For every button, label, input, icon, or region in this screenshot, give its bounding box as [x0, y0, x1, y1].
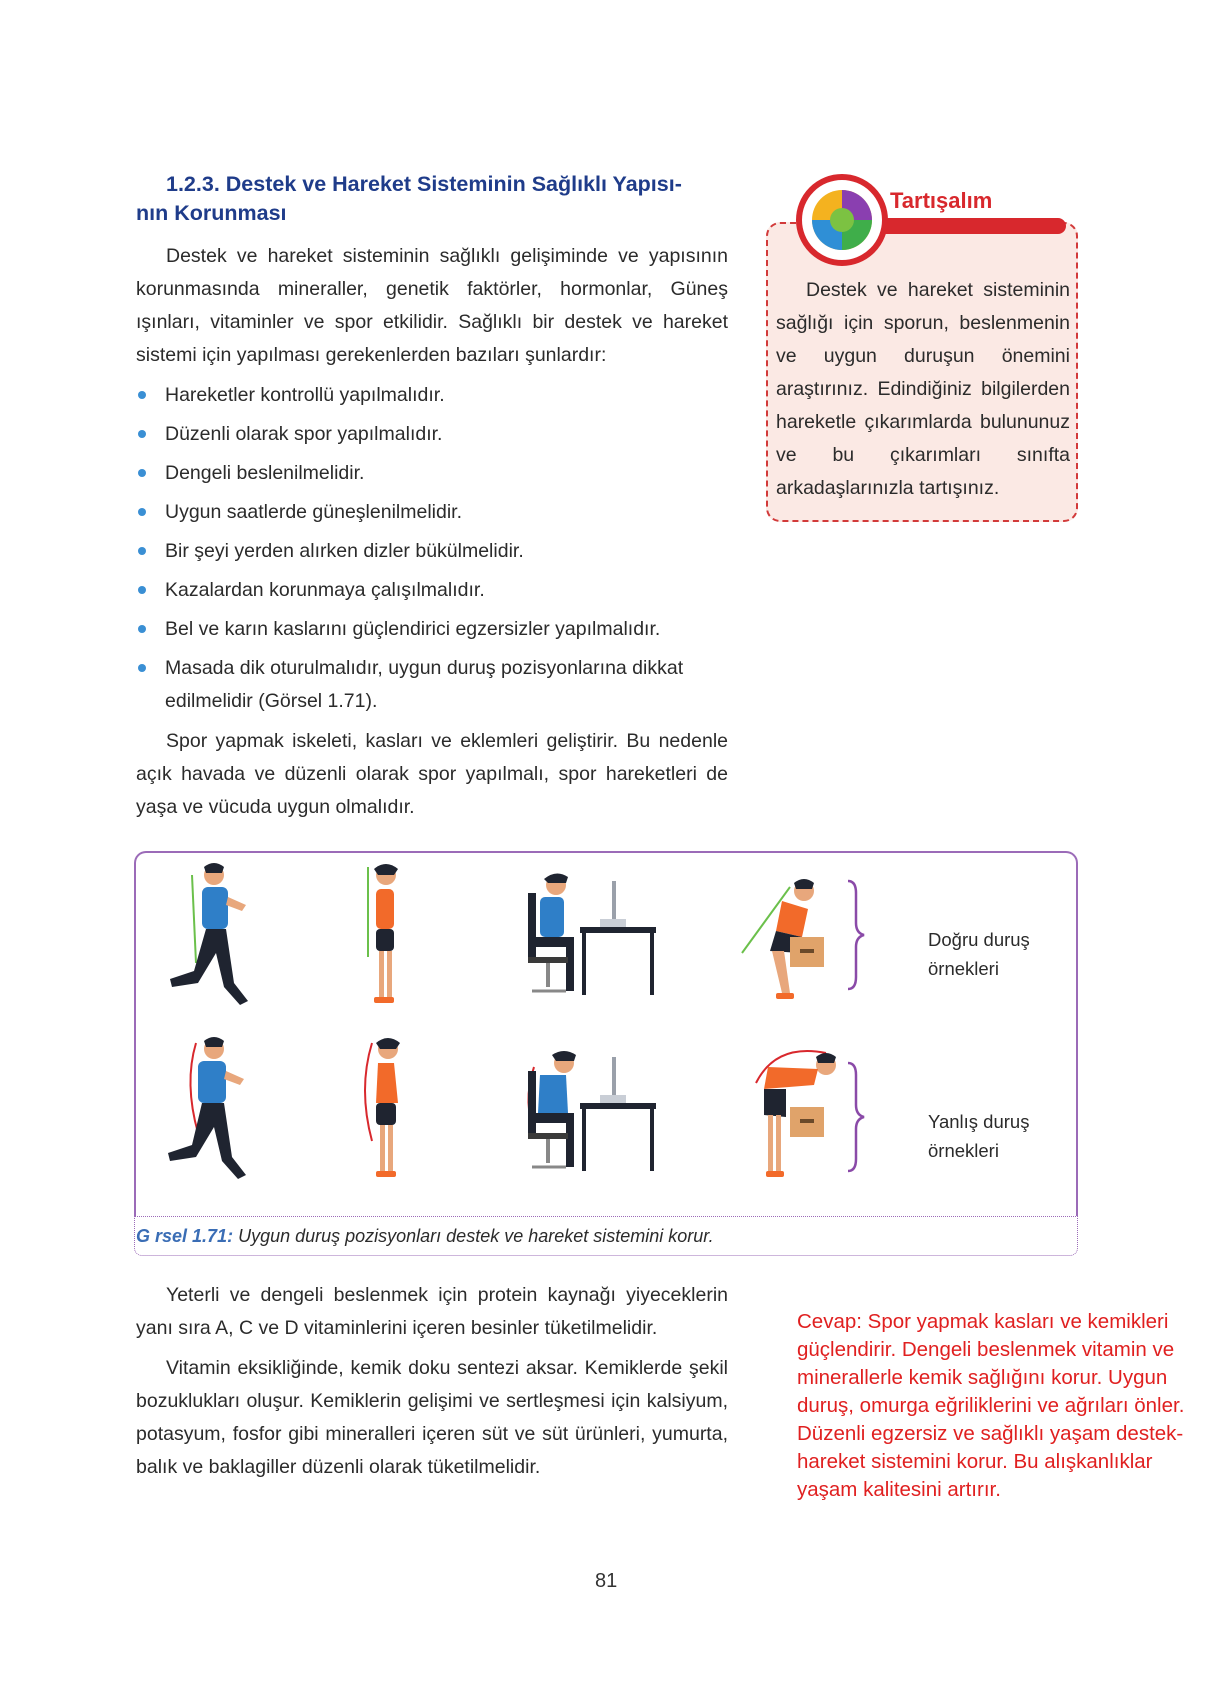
list-item: Bel ve karın kaslarını güçlendirici egzersizler yapılmalıdır. — [136, 613, 728, 646]
runner-wrong-icon — [168, 1037, 246, 1179]
wrong-posture-label: Yanlış duruş örnekleri — [928, 1111, 1030, 1161]
lifting-correct-icon — [742, 879, 824, 999]
recommendation-list — [136, 379, 728, 724]
standing-wrong-icon — [365, 1038, 400, 1177]
bullet-icon — [138, 664, 146, 672]
bullet-icon — [138, 469, 146, 477]
correct-posture-label: Doğru duruş örnekleri — [928, 929, 1030, 979]
list-item: Hareketler kontrollü yapılmalıdır. — [136, 379, 728, 412]
section-heading — [136, 170, 728, 228]
sitting-wrong-icon — [528, 1051, 656, 1171]
page-number: 81 — [595, 1570, 618, 1592]
bullet-icon — [138, 430, 146, 438]
standing-correct-icon — [368, 864, 398, 1003]
bullet-icon — [138, 508, 146, 516]
discussion-title: Tartışalım — [890, 188, 993, 213]
list-item: Dengeli beslenilmelidir. — [136, 457, 728, 490]
bullet-icon — [138, 625, 146, 633]
lifting-wrong-icon — [756, 1051, 836, 1177]
runner-correct-icon — [170, 863, 248, 1005]
discussion-text: Destek ve hareket sisteminin sağlığı için sporun, beslenmenin ve uygun duruşun önemini araştırınız. Edindiğiniz bilgilerden hareketle çıkarımlarda bulununuz ve bu çıkarımları sınıfta arkadaşlarınızla tartışınız. — [776, 279, 1070, 499]
section-heading-line1: 1.2.3. Destek ve Hareket Sisteminin Sağlıklı Yapısı- — [166, 172, 682, 196]
figure-caption — [136, 1226, 714, 1247]
protein-paragraph: Yeterli ve dengeli beslenmek için protein kaynağı yiyeceklerin yanı sıra A, C ve D vitaminlerini içeren besinler tüketilmelidir. — [136, 1284, 728, 1339]
caption-text: Uygun duruş pozisyonları destek ve hareket sistemini korur. — [233, 1226, 714, 1246]
caption-label: G rsel 1.71: — [136, 1226, 234, 1246]
list-item: Bir şeyi yerden alırken dizler bükülmelidir. — [136, 535, 728, 568]
list-item: Uygun saatlerde güneşlenilmelidir. — [136, 496, 728, 529]
sitting-correct-icon — [528, 873, 656, 995]
answer-text: Cevap: Spor yapmak kasları ve kemikleri güçlendirir. Dengeli beslenmek vitamin ve minerallerle kemik sağlığını korur. Uygun duruş, omurga eğriliklerini ve ağrıları önler. Düzenli egzersiz ve sağlıklı yaşam destek-hareket sistemini korur. Bu alışkanlıklar yaşam kalitesini artırır. — [797, 1310, 1185, 1501]
bullet-icon — [138, 391, 146, 399]
sport-paragraph: Spor yapmak iskeleti, kasları ve eklemleri geliştirir. Bu nedenle açık havada ve düzenli olarak spor yapılmalı, spor hareketleri de yaşa ve vücuda uygun olmalıdır. — [136, 730, 728, 818]
list-item: Kazalardan korunmaya çalışılmalıdır. — [136, 574, 728, 607]
bullet-icon — [138, 547, 146, 555]
list-item: Masada dik oturulmalıdır, uygun duruş pozisyonlarına dikkat edilmelidir (Görsel 1.71). — [136, 652, 728, 718]
vitamin-paragraph: Vitamin eksikliğinde, kemik doku sentezi aksar. Kemiklerde şekil bozuklukları oluşur. Kemiklerin gelişimi ve sertleşmesi için kalsiyum, potasyum, fosfor gibi mineralleri içeren süt ve süt ürünleri, yumurta, balık ve baklagiller düzenli olarak tüketilmelidir. — [136, 1357, 728, 1478]
intro-paragraph: Destek ve hareket sisteminin sağlıklı gelişiminde ve yapısının korunmasında mineraller, genetik faktörler, hormonlar, Güneş ışınları, vitaminler ve spor etkilidir. Sağlıklı bir destek ve hareket sistemi için yapılması gerekenlerden bazıları şunlardır: — [136, 245, 728, 366]
discussion-icon — [796, 174, 888, 266]
list-item: Düzenli olarak spor yapılmalıdır. — [136, 418, 728, 451]
posture-figure — [134, 851, 1078, 1216]
bullet-icon — [138, 586, 146, 594]
section-heading-line2: nın Korunması — [136, 201, 287, 225]
